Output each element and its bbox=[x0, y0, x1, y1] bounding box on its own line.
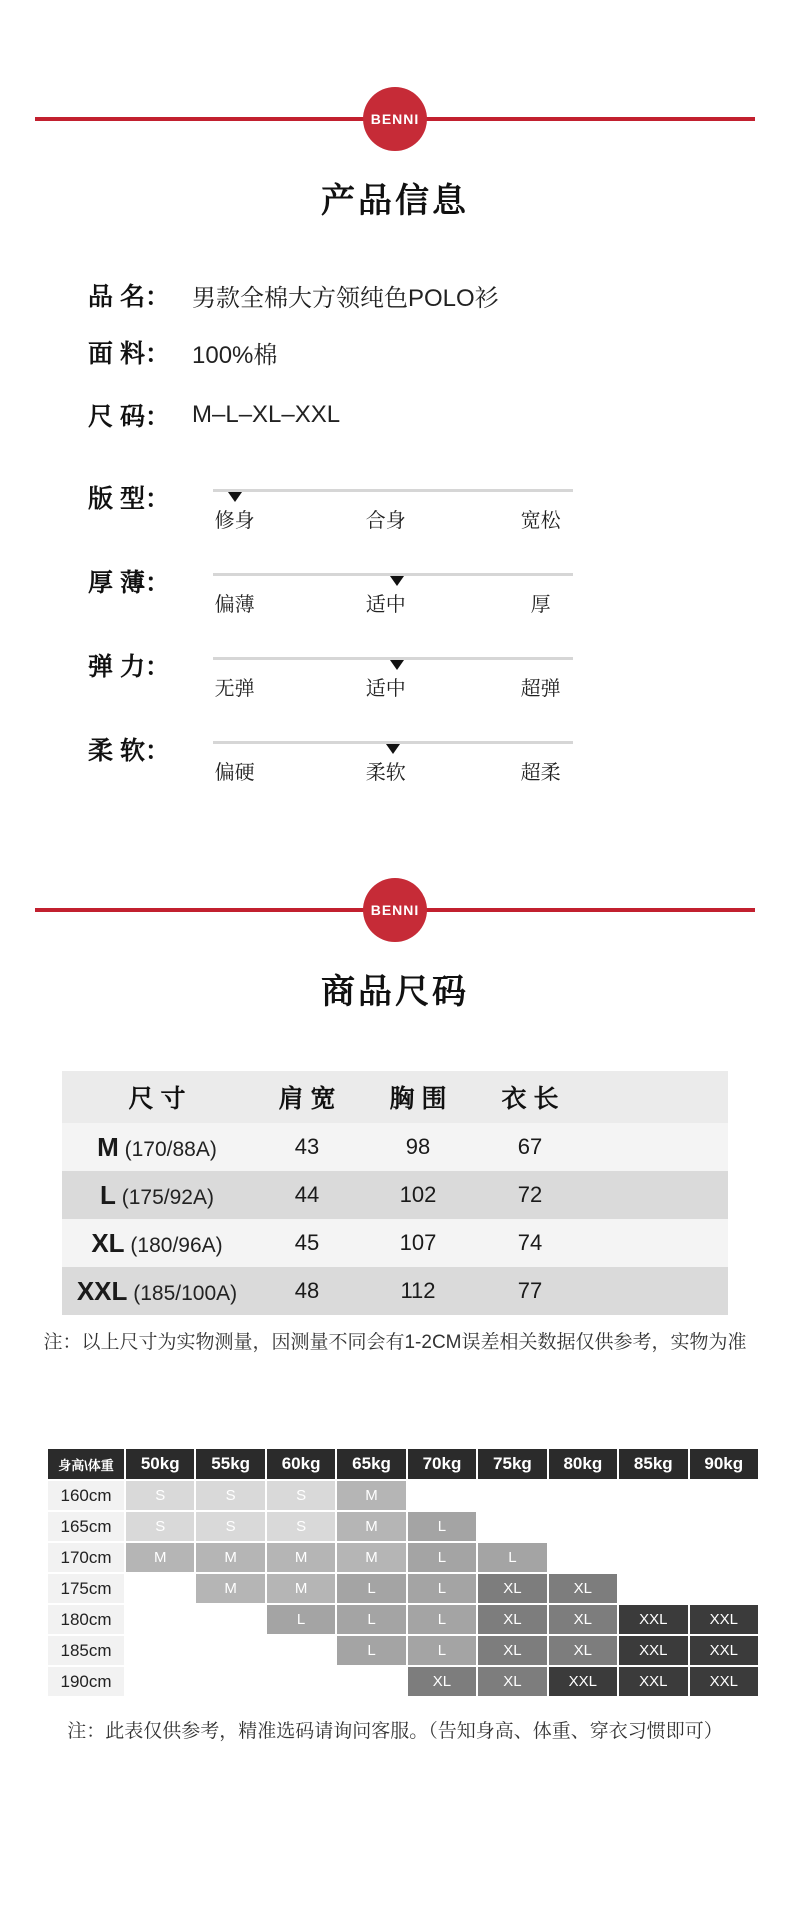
fit-size-cell: XXL bbox=[619, 1605, 687, 1634]
fit-matrix-row bbox=[48, 1636, 758, 1665]
fit-empty-cell bbox=[549, 1481, 617, 1510]
attribute-scale bbox=[213, 657, 573, 700]
fit-size-cell: S bbox=[196, 1512, 264, 1541]
fit-matrix-note: 注：此表仅供参考，精准选码请询问客服。（告知身高、体重、穿衣习惯即可） bbox=[67, 1721, 723, 1742]
info-value: M–L–XL–XXL bbox=[192, 401, 341, 428]
info-label: 尺 码： bbox=[88, 403, 170, 431]
height-header: 160cm bbox=[48, 1481, 124, 1510]
size-table bbox=[62, 1071, 728, 1315]
fit-empty-cell bbox=[126, 1605, 194, 1634]
fit-size-cell: M bbox=[126, 1543, 194, 1572]
scale-tick-label: 厚 bbox=[530, 594, 551, 616]
shoulder-value: 43 bbox=[294, 1134, 320, 1159]
weight-header: 85kg bbox=[619, 1449, 687, 1479]
size-table-note: 注：以上尺寸为实物测量，因测量不同会有1-2CM误差相关数据仅供参考，实物为准 bbox=[43, 1332, 747, 1353]
table-filler bbox=[586, 1219, 728, 1267]
shoulder-value: 44 bbox=[294, 1182, 320, 1207]
scale-ticks bbox=[213, 756, 573, 784]
chest-value: 112 bbox=[400, 1278, 436, 1303]
fit-size-cell: XXL bbox=[619, 1667, 687, 1696]
fit-empty-cell bbox=[126, 1574, 194, 1603]
fit-empty-cell bbox=[337, 1667, 405, 1696]
attribute-label: 厚 薄： bbox=[88, 569, 170, 597]
table-filler bbox=[586, 1123, 728, 1171]
fit-matrix-row bbox=[48, 1605, 758, 1634]
fit-size-cell: L bbox=[408, 1512, 476, 1541]
length-value: 74 bbox=[517, 1230, 543, 1255]
slider-row bbox=[0, 727, 790, 787]
scale-tick-label: 无弹 bbox=[214, 678, 255, 700]
scale-marker-icon bbox=[390, 576, 404, 586]
size-name: L bbox=[100, 1179, 116, 1210]
fit-size-cell: XL bbox=[478, 1667, 546, 1696]
fit-size-cell: XL bbox=[549, 1636, 617, 1665]
fit-size-cell: L bbox=[408, 1605, 476, 1634]
scale-tick-label: 合身 bbox=[365, 510, 406, 532]
fit-size-cell: XXL bbox=[690, 1636, 759, 1665]
fit-matrix-row bbox=[48, 1512, 758, 1541]
weight-header: 55kg bbox=[196, 1449, 264, 1479]
height-header: 165cm bbox=[48, 1512, 124, 1541]
scale-tick-label: 超弹 bbox=[520, 678, 561, 700]
fit-size-cell: M bbox=[337, 1543, 405, 1572]
info-label: 面 料： bbox=[88, 340, 170, 368]
attribute-label: 弹 力： bbox=[88, 653, 170, 681]
scale-tick-label: 柔软 bbox=[365, 762, 406, 784]
attribute-label: 版 型： bbox=[88, 485, 170, 513]
col-header-length: 衣 长 bbox=[501, 1085, 559, 1113]
fit-empty-cell bbox=[690, 1512, 759, 1541]
info-label: 品 名： bbox=[88, 283, 170, 311]
fit-size-cell: XXL bbox=[619, 1636, 687, 1665]
fit-empty-cell bbox=[408, 1481, 476, 1510]
fit-size-cell: L bbox=[408, 1543, 476, 1572]
scale-ticks bbox=[213, 588, 573, 616]
col-header-size: 尺 寸 bbox=[128, 1085, 186, 1113]
fit-empty-cell bbox=[619, 1481, 687, 1510]
size-cell bbox=[62, 1267, 252, 1315]
fit-empty-cell bbox=[478, 1481, 546, 1510]
fit-empty-cell bbox=[196, 1636, 264, 1665]
scale-tick-label: 适中 bbox=[365, 594, 406, 616]
info-row bbox=[0, 332, 790, 372]
fit-matrix-row bbox=[48, 1574, 758, 1603]
scale-tick-label: 适中 bbox=[365, 678, 406, 700]
fit-matrix-row bbox=[48, 1667, 758, 1696]
fit-size-cell: S bbox=[267, 1512, 335, 1541]
fit-empty-cell bbox=[549, 1543, 617, 1572]
size-table-row bbox=[62, 1171, 728, 1219]
size-cell bbox=[62, 1171, 252, 1219]
scale-tick-label: 偏硬 bbox=[214, 762, 255, 784]
weight-header: 70kg bbox=[408, 1449, 476, 1479]
slider-rows bbox=[0, 475, 790, 787]
fit-matrix-body bbox=[48, 1481, 758, 1696]
fit-size-cell: XL bbox=[549, 1605, 617, 1634]
size-table-row bbox=[62, 1267, 728, 1315]
scale-marker-icon bbox=[390, 660, 404, 670]
table-filler bbox=[586, 1171, 728, 1219]
fit-size-cell: XL bbox=[478, 1636, 546, 1665]
fit-matrix-row bbox=[48, 1481, 758, 1510]
attribute-scale bbox=[213, 489, 573, 532]
size-spec: (175/92A) bbox=[115, 1185, 214, 1209]
scale-ticks bbox=[213, 672, 573, 700]
shoulder-value: 48 bbox=[294, 1278, 320, 1303]
fit-empty-cell bbox=[126, 1636, 194, 1665]
slider-row bbox=[0, 643, 790, 703]
fit-size-cell: M bbox=[267, 1574, 335, 1603]
fit-empty-cell bbox=[267, 1667, 335, 1696]
col-header-chest: 胸 围 bbox=[389, 1085, 447, 1113]
scale-tick-label: 宽松 bbox=[520, 510, 561, 532]
fit-size-cell: L bbox=[408, 1574, 476, 1603]
height-header: 190cm bbox=[48, 1667, 124, 1696]
product-info-list bbox=[0, 275, 790, 435]
fit-size-cell: XL bbox=[408, 1667, 476, 1696]
fit-empty-cell bbox=[690, 1574, 759, 1603]
weight-header: 65kg bbox=[337, 1449, 405, 1479]
scale-marker-icon bbox=[228, 492, 242, 502]
length-value: 72 bbox=[517, 1182, 543, 1207]
fit-empty-cell bbox=[619, 1574, 687, 1603]
size-cell bbox=[62, 1219, 252, 1267]
size-name: M bbox=[97, 1131, 119, 1162]
fit-size-cell: L bbox=[337, 1605, 405, 1634]
fit-size-cell: XL bbox=[549, 1574, 617, 1603]
fit-size-cell: XXL bbox=[690, 1667, 759, 1696]
col-header-shoulder: 肩 宽 bbox=[278, 1085, 336, 1113]
fit-size-cell: M bbox=[196, 1543, 264, 1572]
scale-ticks bbox=[213, 504, 573, 532]
fit-empty-cell bbox=[690, 1481, 759, 1510]
height-header: 170cm bbox=[48, 1543, 124, 1572]
page bbox=[0, 87, 790, 1746]
fit-size-cell: L bbox=[408, 1636, 476, 1665]
info-row bbox=[0, 395, 790, 435]
fit-empty-cell bbox=[619, 1543, 687, 1572]
fit-size-cell: L bbox=[337, 1574, 405, 1603]
fit-matrix-header-row bbox=[48, 1449, 758, 1479]
weight-header: 50kg bbox=[126, 1449, 194, 1479]
brand-logo-text: BENNI bbox=[370, 902, 420, 918]
size-section-title: 商品尺码 bbox=[321, 973, 469, 1011]
fit-size-cell: S bbox=[267, 1481, 335, 1510]
size-table-header-row bbox=[62, 1071, 728, 1123]
fit-empty-cell bbox=[690, 1543, 759, 1572]
attribute-scale bbox=[213, 573, 573, 616]
scale-track bbox=[213, 489, 573, 492]
chest-value: 102 bbox=[399, 1182, 437, 1207]
slider-row bbox=[0, 475, 790, 535]
fit-size-cell: S bbox=[126, 1512, 194, 1541]
size-name: XL bbox=[91, 1227, 125, 1258]
length-value: 67 bbox=[517, 1134, 543, 1159]
fit-size-cell: L bbox=[337, 1636, 405, 1665]
fit-size-cell: XL bbox=[478, 1574, 546, 1603]
corner-header: 身高\体重 bbox=[48, 1449, 124, 1479]
chest-value: 107 bbox=[399, 1230, 437, 1255]
scale-marker-icon bbox=[386, 744, 400, 754]
size-name: XXL bbox=[76, 1275, 128, 1306]
table-filler bbox=[586, 1071, 728, 1123]
fit-size-cell: L bbox=[478, 1543, 546, 1572]
fit-size-cell: M bbox=[337, 1512, 405, 1541]
size-spec: (185/100A) bbox=[127, 1281, 238, 1305]
fit-size-cell: M bbox=[267, 1543, 335, 1572]
fit-empty-cell bbox=[126, 1667, 194, 1696]
attribute-scale bbox=[213, 741, 573, 784]
size-table-body bbox=[62, 1123, 728, 1315]
weight-header: 75kg bbox=[478, 1449, 546, 1479]
info-value: 男款全棉大方领纯色POLO衫 bbox=[192, 284, 499, 312]
scale-tick-label: 超柔 bbox=[520, 762, 561, 784]
fit-size-cell: S bbox=[196, 1481, 264, 1510]
fit-empty-cell bbox=[267, 1636, 335, 1665]
size-table-row bbox=[62, 1219, 728, 1267]
fit-size-cell: XXL bbox=[549, 1667, 617, 1696]
attribute-label: 柔 软： bbox=[88, 737, 170, 765]
height-header: 180cm bbox=[48, 1605, 124, 1634]
table-filler bbox=[586, 1267, 728, 1315]
fit-size-cell: XL bbox=[478, 1605, 546, 1634]
chest-value: 98 bbox=[405, 1134, 431, 1159]
fit-size-cell: M bbox=[196, 1574, 264, 1603]
fit-size-cell: S bbox=[126, 1481, 194, 1510]
fit-matrix-table bbox=[46, 1447, 760, 1698]
length-value: 77 bbox=[517, 1278, 543, 1303]
fit-empty-cell bbox=[196, 1605, 264, 1634]
info-row bbox=[0, 275, 790, 315]
brand-logo bbox=[363, 878, 427, 942]
fit-size-cell: L bbox=[267, 1605, 335, 1634]
weight-header: 60kg bbox=[267, 1449, 335, 1479]
height-header: 175cm bbox=[48, 1574, 124, 1603]
fit-empty-cell bbox=[549, 1512, 617, 1541]
fit-size-cell: M bbox=[337, 1481, 405, 1510]
fit-empty-cell bbox=[196, 1667, 264, 1696]
info-value: 100%棉 bbox=[192, 341, 278, 369]
weight-header: 80kg bbox=[549, 1449, 617, 1479]
scale-tick-label: 偏薄 bbox=[214, 594, 255, 616]
size-cell bbox=[62, 1123, 252, 1171]
fit-size-cell: XXL bbox=[690, 1605, 759, 1634]
brand-divider-middle bbox=[35, 878, 755, 942]
brand-logo-text: BENNI bbox=[370, 111, 420, 127]
scale-tick-label: 修身 bbox=[214, 510, 255, 532]
size-spec: (180/96A) bbox=[124, 1233, 223, 1257]
weight-header: 90kg bbox=[690, 1449, 759, 1479]
brand-logo bbox=[363, 87, 427, 151]
fit-empty-cell bbox=[619, 1512, 687, 1541]
product-info-title: 产品信息 bbox=[321, 182, 469, 220]
fit-matrix-row bbox=[48, 1543, 758, 1572]
size-table-row bbox=[62, 1123, 728, 1171]
size-spec: (170/88A) bbox=[118, 1137, 217, 1161]
slider-row bbox=[0, 559, 790, 619]
shoulder-value: 45 bbox=[294, 1230, 320, 1255]
fit-empty-cell bbox=[478, 1512, 546, 1541]
height-header: 185cm bbox=[48, 1636, 124, 1665]
brand-divider-top bbox=[35, 87, 755, 151]
